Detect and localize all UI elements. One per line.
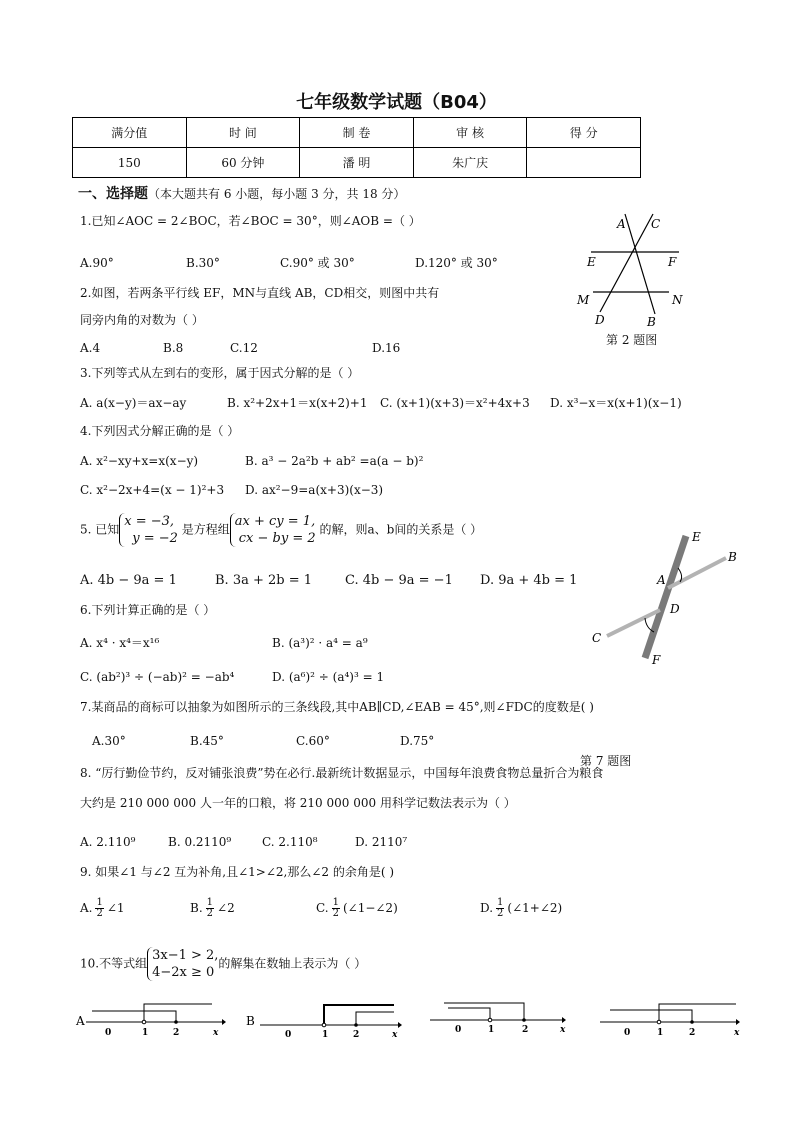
tick-0: 0 — [455, 1025, 462, 1035]
q5-solution-system — [119, 513, 178, 547]
label-d: D — [595, 313, 605, 327]
question-5-stem — [80, 513, 482, 547]
tick-0: 0 — [624, 1028, 631, 1038]
q6-option-a[interactable]: A. x⁴ · x⁴＝x¹⁶ — [80, 636, 160, 650]
q8-option-a[interactable]: A. 2.110⁹ — [80, 835, 136, 849]
q10-suffix: 的解集在数轴上表示为（ ） — [218, 956, 367, 971]
info-table — [72, 117, 641, 178]
question-3-stem: 3.下列等式从左到右的变形，属于因式分解的是（ ） — [80, 366, 360, 380]
numerator: 1 — [206, 897, 214, 908]
q3-option-a[interactable]: A. a(x−y)＝ax−ay — [80, 396, 187, 410]
tick-1: 1 — [488, 1025, 495, 1035]
question-6-stem: 6.下列计算正确的是（ ） — [80, 603, 216, 617]
q7-figure — [588, 528, 743, 668]
header-cell: 制 卷 — [300, 118, 414, 148]
q10-inequality-system — [147, 947, 218, 981]
table-row — [73, 148, 641, 178]
tick-2: 2 — [689, 1028, 696, 1038]
label-a: A — [657, 573, 666, 587]
axis-arrow — [398, 1022, 402, 1028]
option-expr: ∠1 — [106, 901, 125, 915]
q1-option-c[interactable]: C.90° 或 30° — [280, 256, 355, 270]
tick-1: 1 — [657, 1028, 664, 1038]
fraction-half — [206, 898, 214, 919]
solution-bracket-lower — [610, 1010, 692, 1022]
denominator: 2 — [497, 908, 504, 919]
header-cell: 时 间 — [186, 118, 300, 148]
system-line: y = −2 — [132, 531, 178, 546]
system-line: cx − by = 2 — [238, 531, 316, 546]
fraction-half — [332, 898, 340, 919]
axis-arrow — [736, 1019, 740, 1025]
question-9-stem: 9. 如果∠1 与∠2 互为补角,且∠1>∠2,那么∠2 的余角是( ) — [80, 865, 395, 879]
header-cell: 得 分 — [527, 118, 641, 148]
solution-bracket-upper — [144, 1004, 212, 1022]
q5-mid: 是方程组 — [181, 522, 230, 537]
option-label: D. — [480, 901, 494, 915]
solution-bracket-lower — [92, 1011, 176, 1022]
option-label: C. — [316, 901, 329, 915]
q7-option-b[interactable]: B.45° — [190, 734, 224, 748]
question-8-stem-line2: 大约是 210 000 000 人一年的口粮，将 210 000 000 用科学记数法表示为（ ） — [80, 796, 516, 810]
value-cell: 潘 明 — [300, 148, 414, 178]
q1-option-d[interactable]: D.120° 或 30° — [415, 256, 498, 270]
denominator: 2 — [332, 908, 339, 919]
q7-option-d[interactable]: D.75° — [400, 734, 435, 748]
q7-option-c[interactable]: C.60° — [296, 734, 330, 748]
q2-figure — [575, 212, 695, 332]
label-m: M — [577, 293, 590, 307]
label-d: D — [670, 602, 680, 616]
tick-0: 0 — [105, 1028, 112, 1038]
fraction-half — [95, 898, 103, 919]
q2-option-d[interactable]: D.16 — [372, 341, 401, 355]
q5-option-c[interactable]: C. 4b − 9a = −1 — [345, 573, 453, 588]
tick-x: x — [560, 1025, 566, 1035]
numerator: 1 — [497, 897, 504, 908]
numerator: 1 — [332, 897, 339, 908]
q9-option-a[interactable] — [80, 898, 125, 919]
option-label: B. — [190, 901, 203, 915]
q8-option-d[interactable]: D. 2110⁷ — [355, 835, 408, 849]
table-header-row — [73, 118, 641, 148]
section-note: （本大题共有 6 小题，每小题 3 分，共 18 分） — [148, 187, 406, 201]
line-cd — [600, 214, 653, 312]
system-line: x = −3, — [124, 514, 175, 529]
q9-option-c[interactable] — [316, 898, 398, 919]
q5-suffix: 的解，则a、b间的关系是（ ） — [319, 522, 483, 537]
section-heading — [78, 183, 405, 203]
page-title: 七年级数学试题（B04） — [296, 92, 497, 113]
solution-bracket-upper — [659, 1004, 736, 1022]
q7-figure-caption: 第 7 题图 — [580, 754, 632, 768]
system-line: ax + cy = 1, — [234, 514, 316, 529]
solution-bracket-upper — [324, 1005, 394, 1025]
option-label: A — [76, 1014, 85, 1028]
q8-option-b[interactable]: B. 0.2110⁹ — [168, 835, 232, 849]
numerator: 1 — [96, 897, 103, 908]
value-cell: 150 — [73, 148, 187, 178]
q3-option-d[interactable]: D. x³−x＝x(x+1)(x−1) — [550, 396, 682, 410]
tick-2: 2 — [522, 1025, 529, 1035]
axis-arrow — [222, 1019, 226, 1025]
option-expr: (∠1+∠2) — [507, 901, 563, 915]
option-expr: (∠1−∠2) — [342, 901, 398, 915]
value-cell: 朱广庆 — [413, 148, 527, 178]
label-f: F — [652, 653, 661, 667]
denominator: 2 — [206, 908, 214, 919]
fraction-half — [496, 898, 504, 919]
q2-option-c[interactable]: C.12 — [230, 341, 258, 355]
question-1-stem: 1.已知∠AOC = 2∠BOC，若∠BOC = 30°，则∠AOB =（ ） — [80, 214, 421, 228]
q4-option-d[interactable]: D. ax²−9=a(x+3)(x−3) — [245, 483, 384, 497]
question-7-stem: 7.某商品的商标可以抽象为如图所示的三条线段,其中AB∥CD,∠EAB = 45°,则∠FDC的度数是( ) — [80, 700, 594, 714]
q5-option-b[interactable]: B. 3a + 2b = 1 — [215, 573, 313, 588]
tick-x: x — [392, 1030, 398, 1040]
tick-1: 1 — [322, 1030, 329, 1040]
tick-2: 2 — [173, 1028, 180, 1038]
denominator: 2 — [96, 908, 103, 919]
value-cell: 60 分钟 — [186, 148, 300, 178]
question-2-stem-line2: 同旁内角的对数为（ ） — [80, 313, 204, 327]
solution-bracket-lower — [448, 1008, 490, 1020]
label-a: A — [617, 217, 626, 231]
q6-option-c[interactable]: C. (ab²)³ ÷ (−ab)² = −ab⁴ — [80, 670, 235, 684]
q10-option-a-numberline[interactable] — [76, 998, 226, 1040]
q2-option-a[interactable]: A.4 — [80, 341, 101, 355]
question-2-stem: 2.如图，若两条平行线 EF，MN与直线 AB，CD相交，则图中共有 — [80, 286, 440, 300]
q4-option-a[interactable]: A. x²−xy+x=x(x−y) — [80, 454, 199, 468]
q4-option-c[interactable]: C. x²−2x+4=(x − 1)²+3 — [80, 483, 225, 497]
q1-option-a[interactable]: A.90° — [80, 256, 114, 270]
q2-figure-caption: 第 2 题图 — [606, 333, 658, 347]
question-10-stem — [80, 947, 366, 981]
label-e: E — [692, 530, 701, 544]
option-label: A. — [80, 901, 93, 915]
section-title: 一、选择题 — [78, 186, 148, 202]
label-c: C — [651, 217, 661, 231]
q3-option-b[interactable]: B. x²+2x+1＝x(x+2)+1 — [227, 396, 368, 410]
tick-2: 2 — [353, 1030, 360, 1040]
q9-option-d[interactable] — [480, 898, 562, 919]
score-cell[interactable] — [527, 148, 641, 178]
q10-option-c-numberline[interactable] — [426, 996, 576, 1038]
label-f: F — [668, 255, 677, 269]
tick-0: 0 — [285, 1030, 292, 1040]
q3-option-c[interactable]: C. (x+1)(x+3)＝x²+4x+3 — [380, 396, 530, 410]
option-expr: ∠2 — [217, 901, 235, 915]
label-b: B — [728, 550, 737, 564]
q10-prefix: 10.不等式组 — [80, 956, 148, 971]
q1-option-b[interactable]: B.30° — [186, 256, 220, 270]
q10-option-b-numberline[interactable] — [246, 998, 406, 1040]
q5-option-d[interactable]: D. 9a + 4b = 1 — [480, 573, 578, 588]
q5-equation-system — [230, 513, 316, 547]
header-cell: 审 核 — [413, 118, 527, 148]
q4-option-b[interactable]: B. a³ − 2a²b + ab² =a(a − b)² — [245, 454, 424, 468]
q6-option-d[interactable]: D. (a⁶)² ÷ (a⁴)³ = 1 — [272, 670, 385, 684]
solution-bracket-upper — [444, 1003, 524, 1020]
label-b: B — [647, 315, 656, 329]
tick-1: 1 — [142, 1028, 149, 1038]
q8-option-c[interactable]: C. 2.110⁸ — [262, 835, 318, 849]
header-cell: 满分值 — [73, 118, 187, 148]
q6-option-b[interactable]: B. (a³)² · a⁴ = a⁹ — [272, 636, 368, 650]
q9-option-b[interactable] — [190, 898, 235, 919]
q5-prefix: 5. 已知 — [80, 522, 120, 537]
option-label: B — [246, 1014, 255, 1028]
question-4-stem: 4.下列因式分解正确的是（ ） — [80, 424, 240, 438]
axis-arrow — [562, 1017, 566, 1023]
question-8-stem: 8. “厉行勤俭节约，反对铺张浪费”势在必行.最新统计数据显示，中国每年浪费食物总量折合为粮食 — [80, 766, 604, 780]
label-n: N — [672, 293, 683, 307]
label-e: E — [587, 255, 596, 269]
segment-ef — [645, 536, 686, 658]
system-line: 3x−1 > 2, — [152, 948, 219, 963]
q2-option-b[interactable]: B.8 — [163, 341, 184, 355]
tick-x: x — [213, 1028, 219, 1038]
label-c: C — [592, 631, 602, 645]
tick-x: x — [734, 1028, 740, 1038]
solution-bracket-lower — [356, 1012, 394, 1025]
q10-option-d-numberline[interactable] — [596, 998, 746, 1040]
system-line: 4−2x ≥ 0 — [152, 965, 215, 980]
q5-option-a[interactable]: A. 4b − 9a = 1 — [80, 573, 177, 588]
q7-option-a[interactable]: A.30° — [92, 734, 126, 748]
